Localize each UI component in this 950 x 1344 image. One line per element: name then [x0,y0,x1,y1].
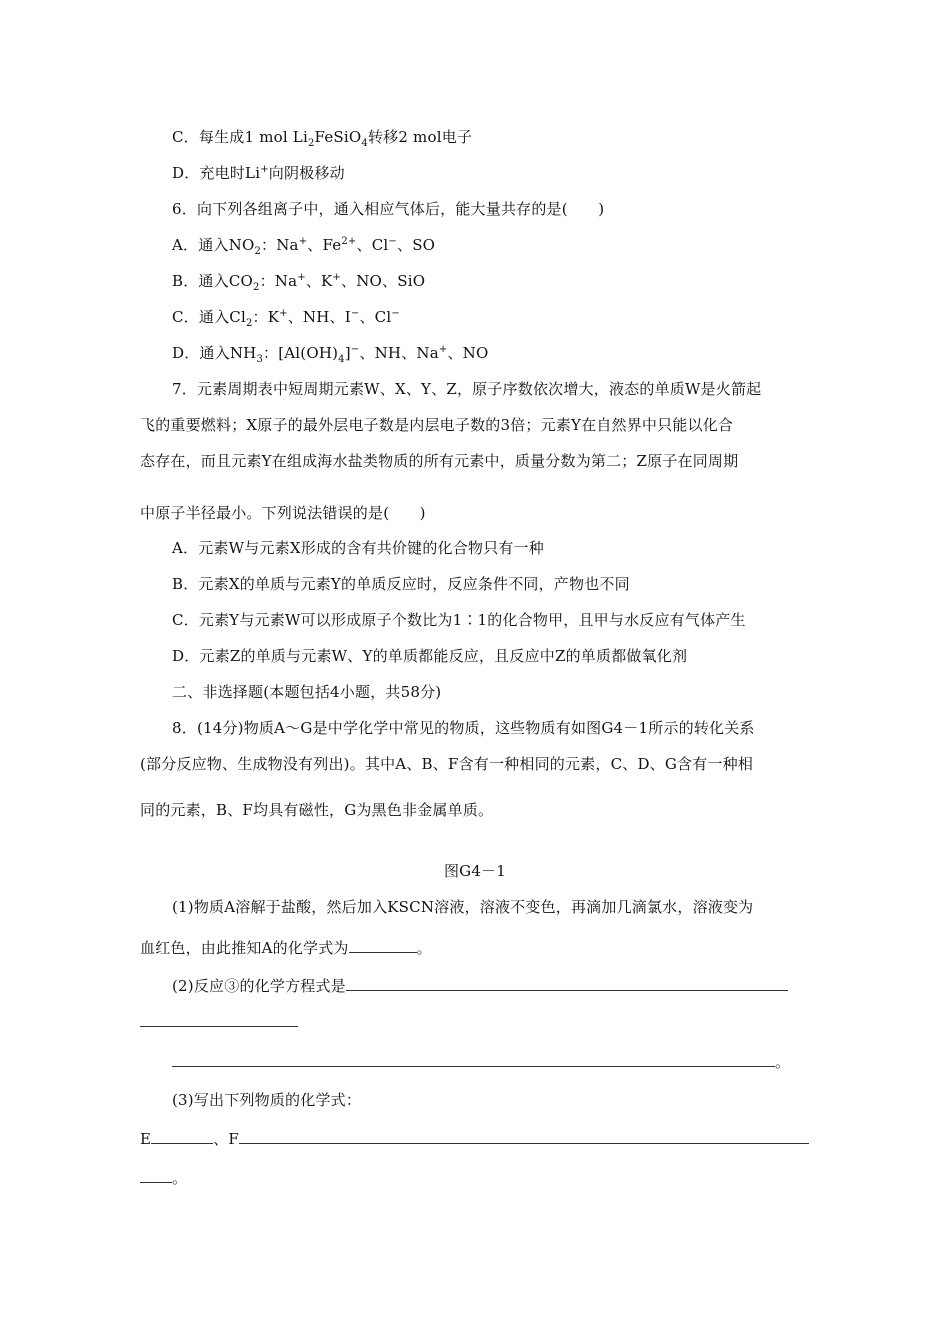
subscript: 2 [245,318,253,329]
answer-blank-e[interactable] [151,1129,213,1144]
answer-blank-f-1[interactable] [239,1129,809,1144]
q8-part3-period: 。 [172,1169,188,1187]
q6-option-d-text: 、NH、Na [359,344,439,362]
q7-stem-line-4: 中原子半径最小。下列说法错误的是( ) [140,504,426,522]
q8-part2-line-2 [140,1012,298,1032]
superscript: − [350,308,360,319]
answer-blank-equation-1[interactable] [346,976,788,991]
answer-blank-equation-2[interactable] [140,1012,298,1027]
q6-option-d-text: 、NO [447,344,489,362]
q7-option-c: C．元素Y与元素W可以形成原子个数比为1∶1的化合物甲，且甲与水反应有气体产生 [172,611,746,629]
q7-option-b: B．元素X的单质与元素Y的单质反应时，反应条件不同，产物也不同 [172,575,630,593]
q6-option-a [172,235,435,255]
q6-option-c-text: ：K [252,308,280,326]
q7-option-a: A．元素W与元素X形成的含有共价键的化合物只有一种 [172,539,544,557]
q6-option-a-text: ：Na [261,236,299,254]
q8-part1-period: 。 [416,939,432,957]
q6-option-a-text: 、SO [397,236,436,254]
q7-stem-line-2: 飞的重要燃料；X原子的最外层电子数是内层电子数的3倍；元素Y在自然界中只能以化合 [140,416,734,434]
q8-part1-line-2 [140,938,432,958]
superscript: + [332,272,342,283]
q6-option-d [172,343,489,363]
q7-stem-line-3: 态存在，而且元素Y在组成海水盐类物质的所有元素中，质量分数为第二；Z原子在同周期 [140,452,739,470]
q5-option-c-text: 转移2 mol电子 [367,128,473,146]
subscript: 2 [307,138,315,149]
q5-option-c-text: FeSiO [314,128,362,146]
q8-part3-line-2 [140,1129,809,1149]
q6-option-c [172,307,400,327]
q8-part3-f-label: 、F [213,1130,239,1148]
q6-option-a-text: 、Cl [356,236,389,254]
q6-option-b-text: 、K [305,272,333,290]
q5-option-d [172,163,345,183]
q8-part1-line-1: (1)物质A溶解于盐酸，然后加入KSCN溶液，溶液不变色，再滴加几滴氯水，溶液变为 [172,898,754,916]
superscript: + [260,164,269,175]
subscript: 4 [338,354,345,365]
q6-option-b-text: 、NO、SiO [341,272,426,290]
superscript: + [279,308,288,319]
q7-option-d: D．元素Z的单质与元素W、Y的单质都能反应，且反应中Z的单质都做氧化剂 [172,647,688,665]
q8-part3-line-3 [140,1168,187,1188]
q6-option-a-text: A．通入NO [172,236,255,254]
figure-caption: 图G4－1 [443,862,507,880]
answer-blank-equation-3[interactable] [172,1052,775,1067]
q5-option-d-text: 向阴极移动 [268,164,345,182]
subscript: 2 [254,246,262,257]
superscript: − [391,308,400,319]
answer-blank-a-formula[interactable] [349,938,417,953]
subscript: 2 [253,282,260,293]
section-heading: 二、非选择题(本题包括4小题，共58分) [172,683,442,701]
superscript: − [350,344,360,355]
q8-stem-line-2: (部分反应物、生成物没有列出)。其中A、B、F含有一种相同的元素，C、D、G含有一种相 [140,755,754,773]
q6-stem: 6．向下列各组离子中，通入相应气体后，能大量共存的是( ) [172,200,605,218]
q6-option-b-text: ：Na [259,272,298,290]
answer-blank-f-2[interactable] [140,1168,172,1183]
q5-option-c [172,127,472,147]
q6-option-d-text: ：[Al(OH) [263,344,339,362]
q5-option-d-text: D．充电时Li [172,164,261,182]
q8-stem-line-3: 同的元素，B、F均具有磁性，G为黑色非金属单质。 [140,801,494,819]
superscript: + [298,236,308,247]
q6-option-c-text: 、Cl [359,308,392,326]
superscript: + [438,344,448,355]
superscript: − [388,236,397,247]
q8-part1-text: 血红色，由此推知A的化学式为 [140,939,349,957]
q6-option-b-text: B．通入CO [172,272,253,290]
q6-option-a-text: 、Fe [307,236,342,254]
superscript: 2+ [341,236,357,247]
q8-part2-line-1 [172,976,788,996]
q8-part2-text: (2)反应③的化学方程式是 [172,977,346,995]
q6-option-c-text: C．通入Cl [172,308,246,326]
superscript: + [297,272,306,283]
q8-part2-period: 。 [775,1053,791,1071]
q6-option-b [172,271,425,291]
q7-stem-line-1: 7．元素周期表中短周期元素W、X、Y、Z，原子序数依次增大，液态的单质W是火箭起 [172,380,762,398]
subscript: 4 [361,138,368,149]
q5-option-c-text: C．每生成1 mol Li [172,128,308,146]
q6-option-d-text: D．通入NH [172,344,257,362]
q6-option-d-text: ] [344,344,351,362]
q6-option-c-text: 、NH、I [287,308,351,326]
subscript: 3 [256,354,263,365]
q8-stem-line-1: 8．(14分)物质A～G是中学化学中常见的物质，这些物质有如图G4－1所示的转化关系 [172,719,755,737]
q8-part3-line-1: (3)写出下列物质的化学式： [172,1091,362,1109]
q8-part3-e-label: E [140,1130,152,1148]
q8-part2-line-3 [172,1052,790,1072]
